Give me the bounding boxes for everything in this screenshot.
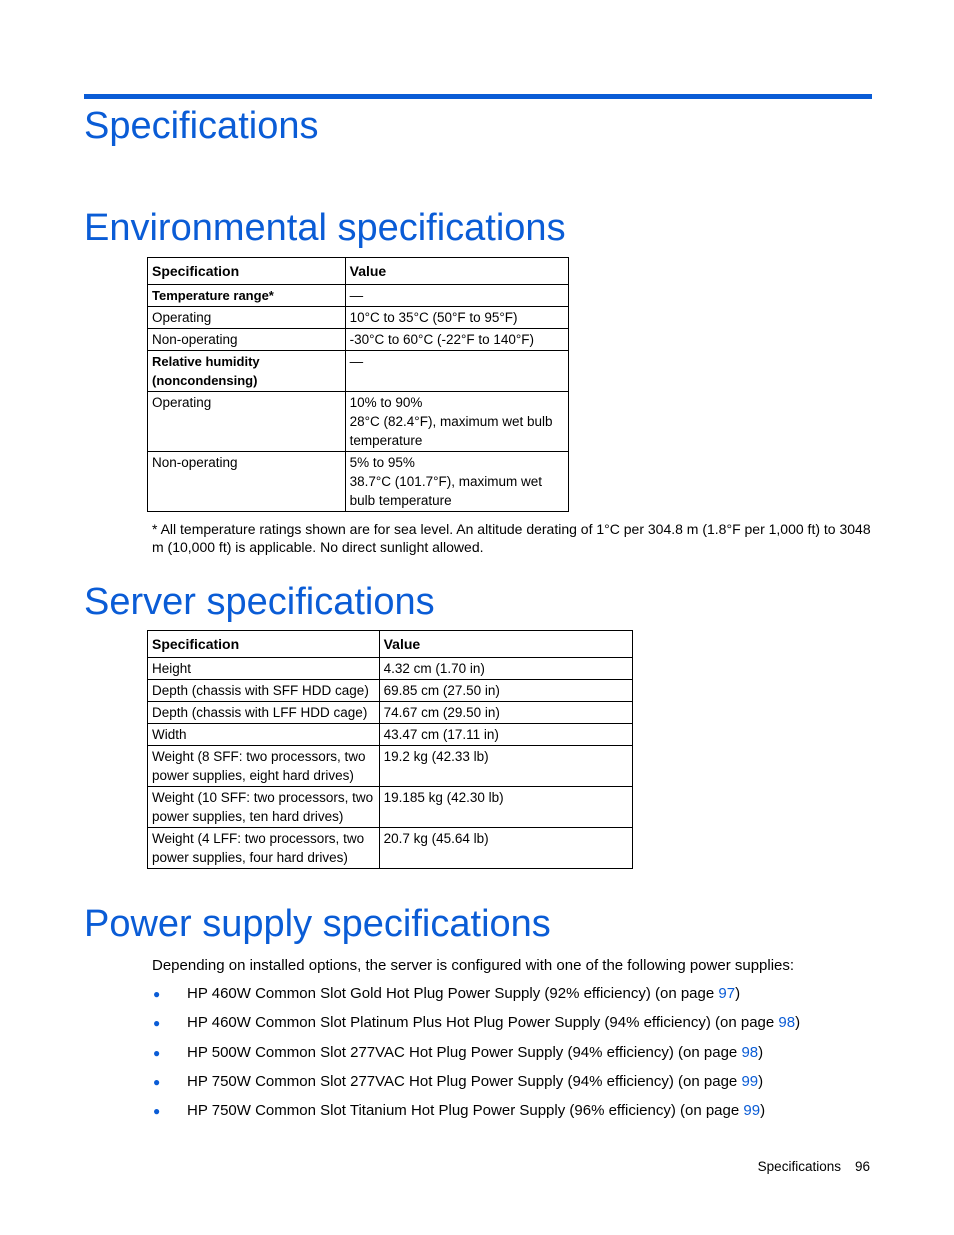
value-cell: 74.67 cm (29.50 in) xyxy=(379,702,632,724)
header-value: Value xyxy=(345,258,568,285)
value-line: 38.7°C (101.7°F), maximum wet bulb temperature xyxy=(349,474,542,508)
table-row xyxy=(148,351,569,392)
item-text: HP 750W Common Slot Titanium Hot Plug Power Supply (96% efficiency) (on page xyxy=(187,1102,744,1120)
page-link[interactable]: 98 xyxy=(778,1014,796,1032)
item-text: HP 750W Common Slot 277VAC Hot Plug Power Supply (94% efficiency) (on page xyxy=(187,1072,742,1090)
list-item xyxy=(152,1043,800,1072)
table-row xyxy=(148,392,569,452)
table-row xyxy=(148,285,569,307)
power-supply-list xyxy=(152,984,800,1130)
item-close: ) xyxy=(760,1102,766,1120)
spec-cell: Weight (10 SFF: two processors, two power supplies, ten hard drives) xyxy=(148,787,380,828)
spec-cell: Operating xyxy=(148,307,346,329)
list-item xyxy=(152,1013,800,1042)
value-cell: 19.2 kg (42.33 lb) xyxy=(379,746,632,787)
page-link[interactable]: 99 xyxy=(743,1102,761,1120)
env-heading: Environmental specifications xyxy=(84,207,566,249)
table-row xyxy=(148,658,633,680)
spec-cell: Temperature range* xyxy=(148,285,346,307)
spec-cell: Relative humidity (noncondensing) xyxy=(148,351,346,392)
value-cell: 20.7 kg (45.64 lb) xyxy=(379,828,632,869)
page-title: Specifications xyxy=(84,105,319,147)
header-spec: Specification xyxy=(148,631,380,658)
footer-section: Specifications xyxy=(757,1159,841,1174)
page-footer xyxy=(758,1159,870,1174)
server-heading: Server specifications xyxy=(84,581,435,623)
footer-page-number: 96 xyxy=(854,1159,870,1174)
item-close: ) xyxy=(735,985,741,1002)
value-cell: — xyxy=(345,285,568,307)
power-heading: Power supply specifications xyxy=(84,903,551,945)
heading-rule xyxy=(84,94,872,99)
spec-cell: Weight (8 SFF: two processors, two power supplies, eight hard drives) xyxy=(148,746,380,787)
table-row xyxy=(148,724,633,746)
value-cell: — xyxy=(345,351,568,392)
value-line: 5% to 95% xyxy=(349,455,415,470)
item-text: HP 500W Common Slot 277VAC Hot Plug Power Supply (94% efficiency) (on page xyxy=(187,1043,742,1061)
table-row xyxy=(148,452,569,512)
list-item xyxy=(152,984,800,1013)
list-item xyxy=(152,1101,800,1130)
spec-cell: Height xyxy=(148,658,380,680)
spec-cell: Operating xyxy=(148,392,346,452)
table-row xyxy=(148,746,633,787)
spec-cell: Non-operating xyxy=(148,329,346,351)
table-row xyxy=(148,828,633,869)
page-link[interactable]: 99 xyxy=(741,1072,759,1090)
server-spec-table xyxy=(147,630,633,869)
env-spec-table xyxy=(147,257,569,512)
item-close: ) xyxy=(758,1072,764,1090)
page-link[interactable]: 98 xyxy=(741,1043,759,1061)
table-row xyxy=(148,307,569,329)
table-header-row xyxy=(148,631,633,658)
item-text: HP 460W Common Slot Gold Hot Plug Power Supply (92% efficiency) (on page xyxy=(187,985,719,1002)
bullet-icon: ● xyxy=(153,1104,161,1119)
value-cell: -30°C to 60°C (-22°F to 140°F) xyxy=(345,329,568,351)
bullet-icon: ● xyxy=(153,1045,161,1060)
table-row xyxy=(148,702,633,724)
bullet-icon: ● xyxy=(153,987,161,1001)
spec-cell: Depth (chassis with SFF HDD cage) xyxy=(148,680,380,702)
power-intro: Depending on installed options, the server is configured with one of the following power supplies: xyxy=(152,957,795,974)
item-close: ) xyxy=(795,1014,801,1032)
spec-cell: Width xyxy=(148,724,380,746)
bullet-icon: ● xyxy=(153,1074,161,1089)
header-spec: Specification xyxy=(148,258,346,285)
value-cell: 19.185 kg (42.30 lb) xyxy=(379,787,632,828)
list-item xyxy=(152,1072,800,1101)
spec-cell: Non-operating xyxy=(148,452,346,512)
value-cell xyxy=(345,452,568,512)
value-line: 28°C (82.4°F), maximum wet bulb temperature xyxy=(349,414,553,448)
value-cell xyxy=(345,392,568,452)
value-cell: 69.85 cm (27.50 in) xyxy=(379,680,632,702)
bullet-icon: ● xyxy=(153,1016,161,1031)
page-link[interactable]: 97 xyxy=(718,985,736,1002)
table-row xyxy=(148,329,569,351)
spec-cell: Weight (4 LFF: two processors, two power supplies, four hard drives) xyxy=(148,828,380,869)
value-cell: 43.47 cm (17.11 in) xyxy=(379,724,632,746)
item-close: ) xyxy=(758,1043,764,1061)
env-footnote: * All temperature ratings shown are for sea level. An altitude derating of 1°C per 304.8 m (1.8°F per 1,000 ft) to 3048 m (10,000 ft) is applicable. No direct sunlight allowed. xyxy=(152,521,871,555)
value-cell: 10°C to 35°C (50°F to 95°F) xyxy=(345,307,568,329)
header-value: Value xyxy=(379,631,632,658)
table-header-row xyxy=(148,258,569,285)
spec-cell: Depth (chassis with LFF HDD cage) xyxy=(148,702,380,724)
table-row xyxy=(148,787,633,828)
value-line: 10% to 90% xyxy=(349,395,423,410)
table-row xyxy=(148,680,633,702)
item-text: HP 460W Common Slot Platinum Plus Hot Plug Power Supply (94% efficiency) (on page xyxy=(187,1014,779,1032)
value-cell: 4.32 cm (1.70 in) xyxy=(379,658,632,680)
